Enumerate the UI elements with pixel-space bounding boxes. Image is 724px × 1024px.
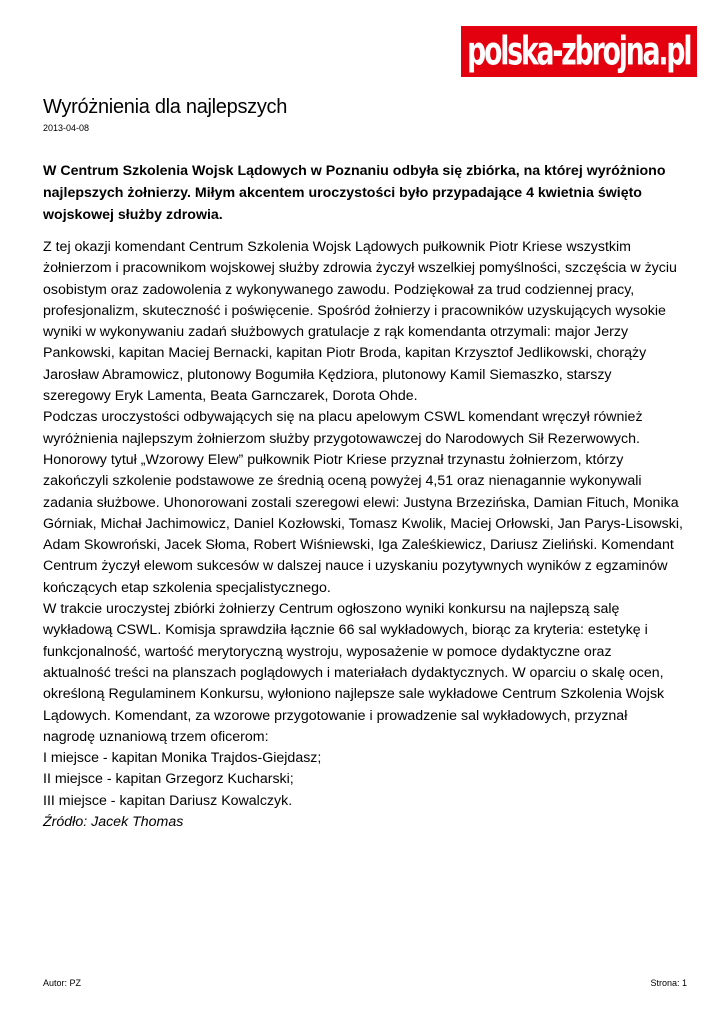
article-title: Wyróżnienia dla najlepszych [43,96,288,118]
article-paragraph: W trakcie uroczystej zbiórki żołnierzy Centrum ogłoszono wyniki konkursu na najlepszą salę wykładową CSWL. Komisja sprawdziła łącznie 66 sal wykładowych, biorąc za kryteria: estetykę i funkcjonalność, wartość merytoryczną wystroju, wyposażenie w pomoce dydaktyczne oraz aktualność treści na planszach poglądowych i materiałach dydaktycznych. W oparciu o skalę ocen, określoną Regulaminem Konkursu, wyłoniono najlepsze sale wykładowe Centrum Szkolenia Wojsk Lądowych. Komendant, za wzorowe przygotowanie i prowadzenie sal wykładowych, przyznał nagrodę uznaniową trzem oficerom: [43,601,665,745]
article-lead: W Centrum Szkolenia Wojsk Lądowych w Poznaniu odbyła się zbiórka, na której wyróżniono najlepszych żołnierzy. Miłym akcentem uroczystości było przypadające 4 kwietnia święto wojskowej służby zdrowia. [43,163,666,223]
article-source: Źródło: Jacek Thomas [43,814,184,831]
footer-author: Autor: PZ [43,978,82,988]
article-paragraph: Podczas uroczystości odbywających się na placu apelowym CSWL komendant wręczył również wyróżnienia najlepszym żołnierzom służby przygotowawczej do Narodowych Sił Rezerwowych. Honorowy tytuł „Wzorowy Elew” pułkownik Piotr Kriese przyznał trzynastu żołnierzom, którzy zakończyli szkolenie podstawowe ze średnią oceną powyżej 4,51 oraz nienagannie wykonywali zadania służbowe. Uhonorowani zostali szeregowi elewi: Justyna Brzezińska, Damian Fituch, Monika Górniak, Michał Jachimowicz, Daniel Kozłowski, Tomasz Kwolik, Maciej Orłowski, Jan Parys-Lisowski, Adam Skowroński, Jacek Słoma, Robert Wiśniewski, Iga Zaleśkiewicz, Dariusz Zieliński. Komendant Centrum życzył elewom sukcesów w dalszej nauce i uzyskaniu pozytywnych wyników z egzaminów kończących etap szkolenia specjalistycznego. [43,409,683,596]
site-logo-text: polska-zbrojna.pl [467,29,691,74]
footer-page-number: Strona: 1 [650,978,687,988]
site-logo[interactable] [461,26,697,77]
article-paragraph: Z tej okazji komendant Centrum Szkolenia Wojsk Lądowych pułkownik Piotr Kriese wszystkim żołnierzom i pracownikom wojskowej służby zdrowia życzył wszelkiej pomyślności, szczęścia w życiu osobistym oraz zadowolenia z wykonywanego zawodu. Podziękował za trud codziennej pracy, profesjonalizm, skuteczność i poświęcenie. Spośród żołnierzy i pracowników uzyskujących wysokie wyniki w wykonywaniu zadań służbowych gratulacje z rąk komendanta otrzymali: major Jerzy Pankowski, kapitan Maciej Bernacki, kapitan Piotr Broda, kapitan Krzysztof Jedlikowski, chorąży Jarosław Abramowicz, plutonowy Bogumiła Kędziora, plutonowy Kamil Siemaszko, starszy szeregowy Eryk Lamenta, Beata Garnczarek, Dorota Ohde. [43,239,677,405]
article-body [43,237,683,833]
award-second-place: II miejsce - kapitan Grzegorz Kucharski; [43,771,294,788]
award-third-place: III miejsce - kapitan Dariusz Kowalczyk. [43,792,293,809]
award-first-place: I miejsce - kapitan Monika Trajdos-Giejdasz; [43,750,322,767]
article-date: 2013-04-08 [43,123,90,133]
